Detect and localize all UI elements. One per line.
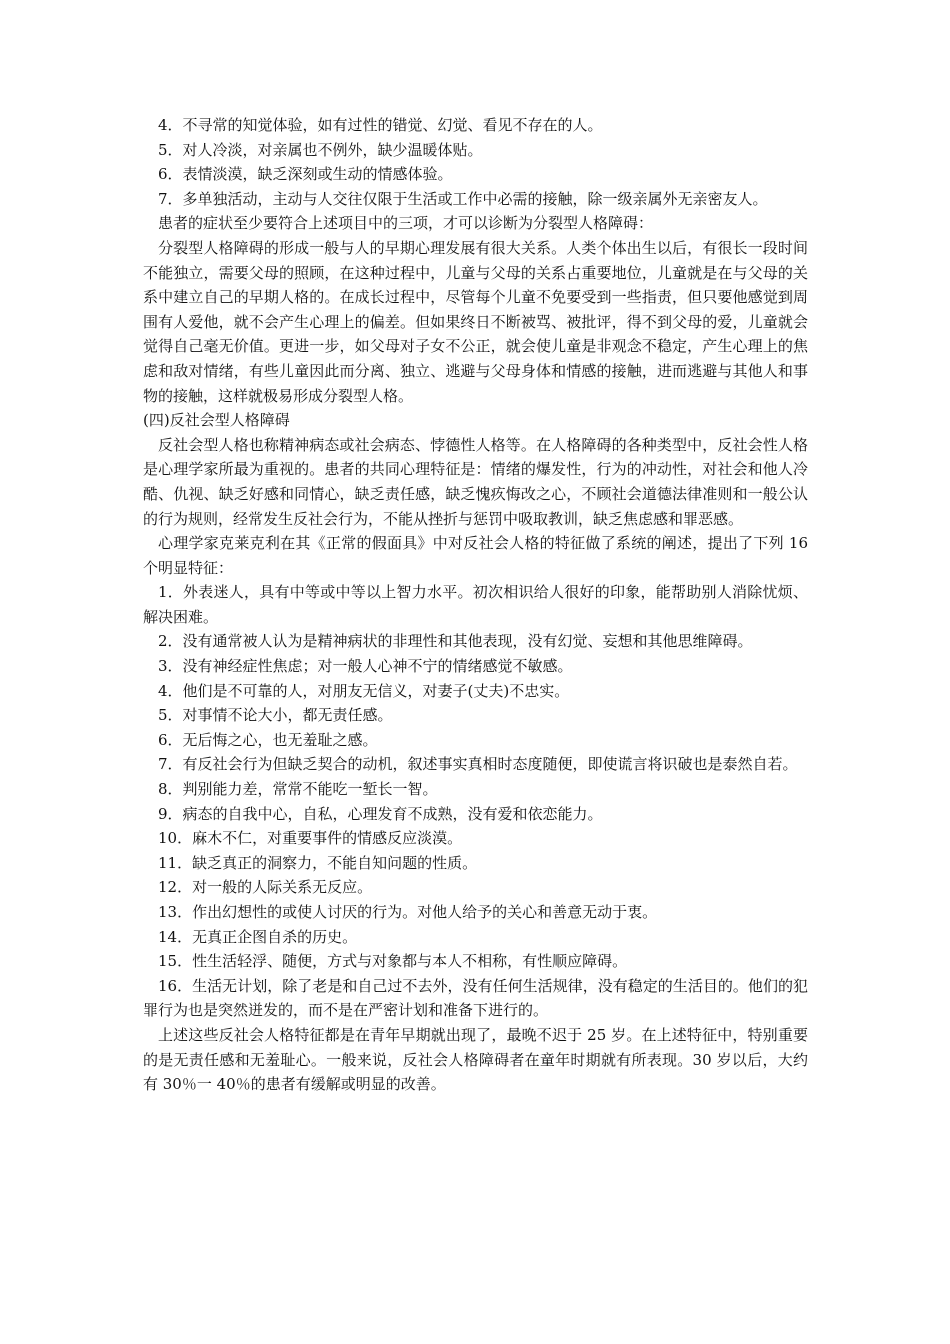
list-item: 7．有反社会行为但缺乏契合的动机，叙述事实真相时态度随便，即使谎言将识破也是泰然自若。 xyxy=(158,755,798,774)
list-item: 15．性生活轻浮、随便，方式与对象都与本人不相称，有性顺应障碍。 xyxy=(158,952,628,971)
paragraph: 患者的症状至少要符合上述项目中的三项，才可以诊断为分裂型人格障碍： xyxy=(158,214,654,233)
list-item: 2．没有通常被人认为是精神病状的非理性和其他表现，没有幻觉、妄想和其他思维障碍。 xyxy=(158,632,753,651)
document-page xyxy=(143,113,808,1097)
list-item: 11．缺乏真正的洞察力，不能自知问题的性质。 xyxy=(158,853,478,872)
paragraph: 反社会型人格也称精神病态或社会病态、悖德性人格等。在人格障碍的各种类型中，反社会性人格是心理学家所最为重视的。患者的共同心理特征是：情绪的爆发性，行为的冲动性，对社会和他人冷酷、仇视、缺乏好感和同情心，缺乏责任感，缺乏愧疚悔改之心，不顾社会道德法律准则和一般公认的行为规则，经常发生反社会行为，不能从挫折与惩罚中吸取教训，缺乏焦虑感和罪恶感。 xyxy=(143,435,808,528)
paragraph: 上述这些反社会人格特征都是在青年早期就出现了，最晚不迟于 25 岁。在上述特征中，特别重要的是无责任感和无羞耻心。一般来说，反社会人格障碍者在童年时期就有所表现。30 岁以后，大约有 30％一 40％的患者有缓解或明显的改善。 xyxy=(143,1025,808,1094)
list-item: 4．他们是不可靠的人，对朋友无信义，对妻子(丈夫)不忠实。 xyxy=(158,681,570,700)
list-item: 16．生活无计划，除了老是和自己过不去外，没有任何生活规律，没有稳定的生活目的。他们的犯罪行为也是突然迸发的，而不是在严密计划和准备下进行的。 xyxy=(143,976,808,1020)
list-item: 6．无后悔之心，也无羞耻之感。 xyxy=(158,730,378,749)
list-item: 9．病态的自我中心，自私，心理发育不成熟，没有爱和依恋能力。 xyxy=(158,804,603,823)
section-heading: (四)反社会型人格障碍 xyxy=(143,411,290,430)
list-item: 8．判别能力差，常常不能吃一堑长一智。 xyxy=(158,780,438,799)
list-item: 14．无真正企图自杀的历史。 xyxy=(158,927,358,946)
list-item: 5．对事情不论大小，都无责任感。 xyxy=(158,706,393,725)
paragraph: 4．不寻常的知觉体验，如有过性的错觉、幻觉、看见不存在的人。 xyxy=(158,116,603,134)
list-item: 12．对一般的人际关系无反应。 xyxy=(158,878,373,897)
list-item: 13．作出幻想性的或使人讨厌的行为。对他人给予的关心和善意无动于衷。 xyxy=(158,903,658,921)
paragraph: 7．多单独活动，主动与人交往仅限于生活或工作中必需的接触，除一级亲属外无亲密友人。 xyxy=(158,189,768,208)
paragraph: 分裂型人格障碍的形成一般与人的早期心理发展有很大关系。人类个体出生以后，有很长一段时间不能独立，需要父母的照顾，在这种过程中，儿童与父母的关系占重要地位，儿童就是在与父母的关系中建立自己的早期人格的。在成长过程中，尽管每个儿童不免要受到一些指责，但只要他感觉到周围有人爱他，就不会产生心理上的偏差。但如果终日不断被骂、被批评，得不到父母的爱，儿童就会觉得自己毫无价值。更进一步，如父母对子女不公正，就会使儿童是非观念不稳定，产生心理上的焦虑和敌对情绪，有些儿童因此而分离、独立、逃避与父母身体和情感的接触，进而逃避与其他人和事物的接触，这样就极易形成分裂型人格。 xyxy=(143,238,808,405)
list-item: 3．没有神经症性焦虑；对一般人心神不宁的情绪感觉不敏感。 xyxy=(158,657,573,676)
paragraph: 5．对人冷淡，对亲属也不例外，缺少温暖体贴。 xyxy=(158,140,483,159)
list-item: 1．外表迷人，具有中等或中等以上智力水平。初次相识给人很好的印象，能帮助别人消除忧烦、解决困难。 xyxy=(143,583,808,626)
paragraph: 心理学家克莱克利在其《正常的假面具》中对反社会人格的特征做了系统的阐述，提出了下列 16 个明显特征： xyxy=(143,534,808,577)
list-item: 10．麻木不仁，对重要事件的情感反应淡漠。 xyxy=(158,829,463,848)
paragraph: 6．表情淡漠，缺乏深刻或生动的情感体验。 xyxy=(158,165,453,184)
